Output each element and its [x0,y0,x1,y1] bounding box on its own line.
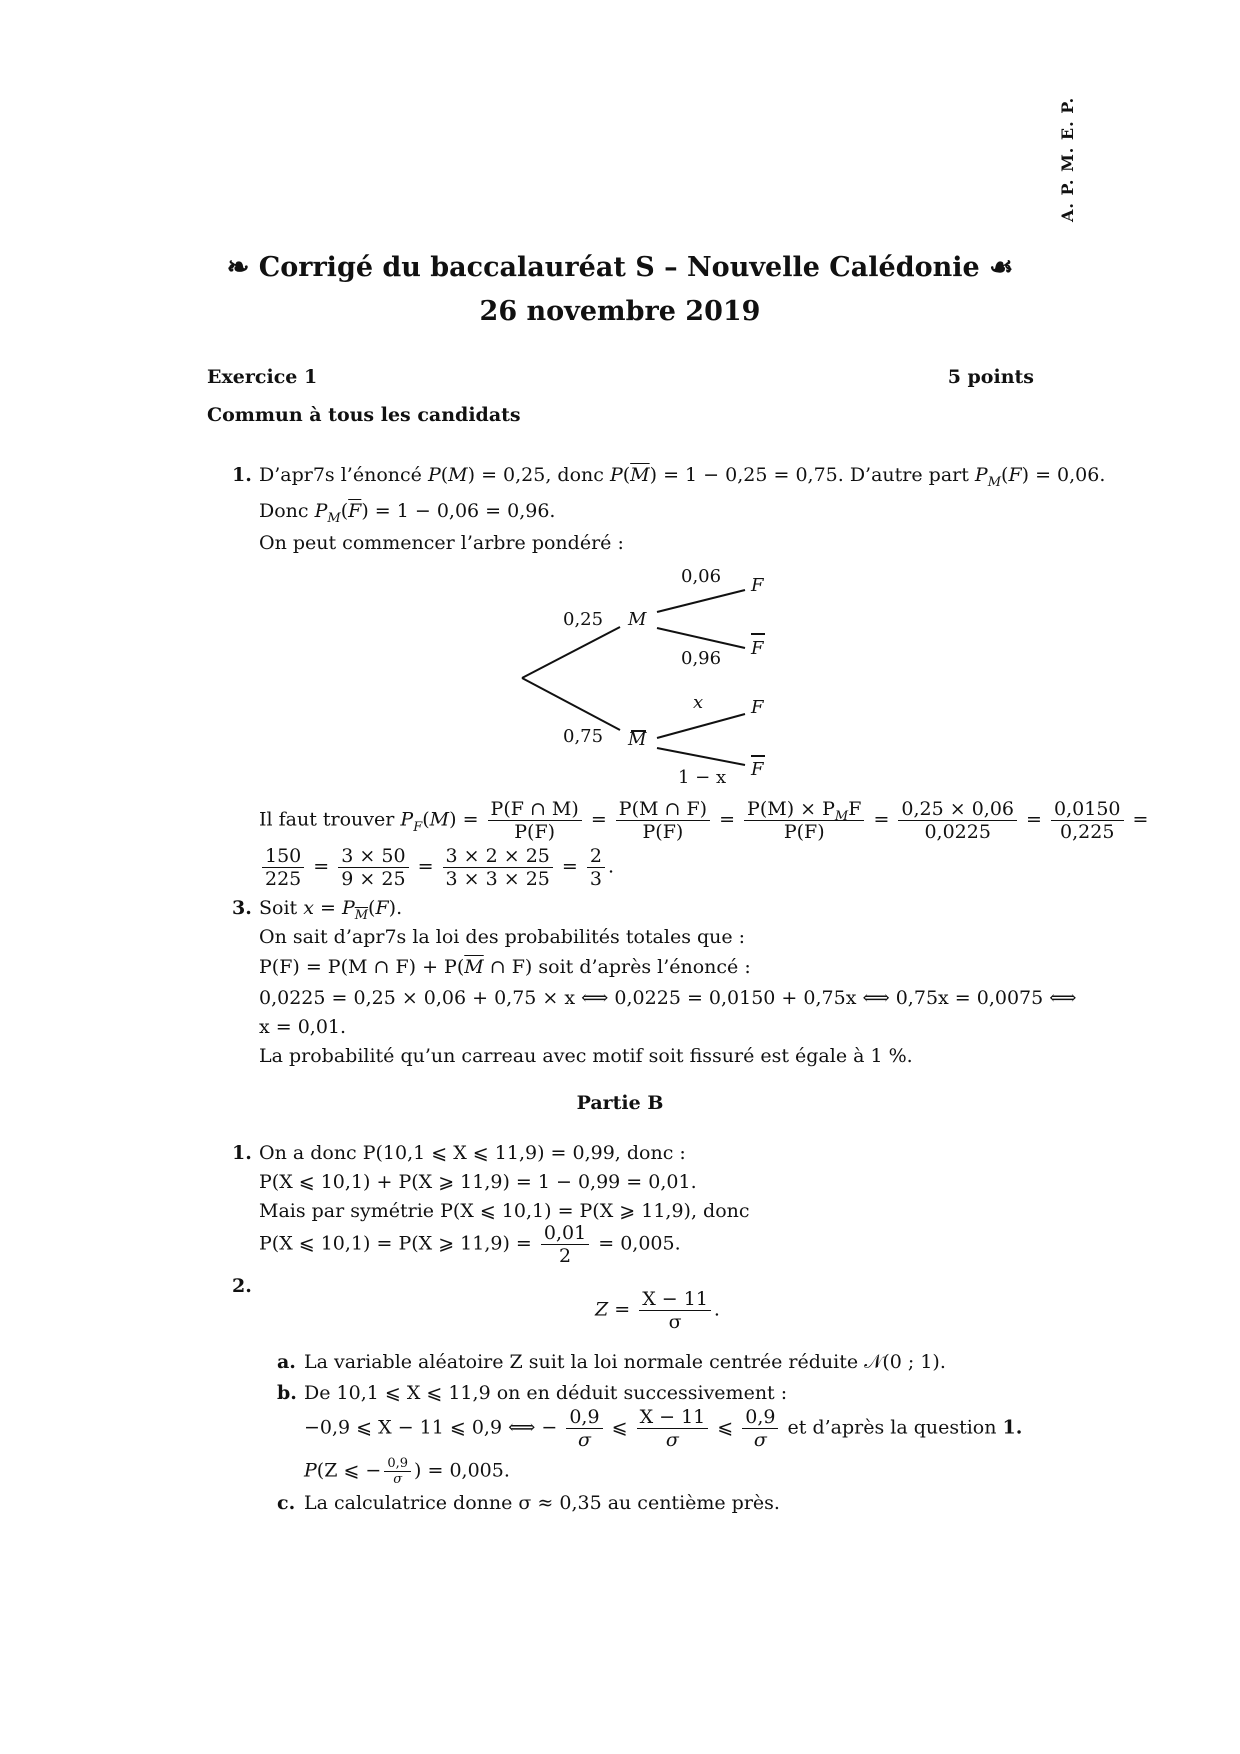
q3-line2: On sait d’apr7s la loi des probabilités totales que : [259,926,746,948]
q3-line3: P(F) = P(M ∩ $F) + P(\overline{M}$ ∩ F) soit d’après l’énoncé : [259,956,751,978]
q3-line5: x = 0,01. [259,1016,347,1038]
vertical-label: A. P. M. E. P. [1058,96,1077,222]
tree-label-p-MbarFbar: 1 − x [678,767,727,788]
fraction: $\frac{P(M \cap F)}{P(F)}$ [616,798,710,843]
fraction: $\frac{0,9}{\sigma}$ [742,1406,778,1451]
exercise-points: 5 points [947,366,1034,388]
fraction: $\frac{P(M) \times P_MF}{P(F)}$ [744,798,864,843]
fraction: $\frac{150}{225}$ [262,845,304,890]
ornament-left-icon: ❧ [226,252,250,283]
tree-branch-Mbar-F [657,714,745,738]
z-definition: Z = $\frac{X - 11}{\sigma}$ . [595,1288,720,1333]
tree-label-p-MFbar: 0,96 [681,648,722,669]
item-b-line1: De 10,1 ⩽ X ⩽ 11,9 on en déduit successivement : [304,1382,788,1404]
item-b-line2: −0,9 ⩽ X − 11 ⩽ 0,9 ⟺ − $\frac{0,9}{\sigma}$ ⩽ $\frac{X - 11}{\sigma}$ ⩽ $\frac{0,9}{\sigma}$ et d’après la question 1. [304,1406,1023,1451]
calc-line2: $\frac{150}{225}$ = $\frac{3 \times 50}{9 \times 25}$ = $\frac{3 \times 2 \times 25}{3 \times 3 \times 25}$ = $\frac{2}{3}$ . [259,845,614,890]
q1-line1: D’apr7s l’énoncé P(M) = 0,25, donc $P(\overline{M}) = 1 - 0,25 = 0,75$. D’autre part $P_M(F) = 0,06$. [259,464,1106,490]
partB-q1-number: 1. [232,1142,252,1164]
tree-label-p-MF: 0,06 [681,566,722,587]
item-a-text: La variable aléatoire Z suit la loi normale centrée réduite 𝒩(0 ; 1). [304,1351,946,1373]
partB-q1-line4: P(X ⩽ 10,1) = P(X ⩾ 11,9) = $\frac{0,01}{2}$ = 0,005. [259,1222,681,1267]
fraction: $\frac{0,9}{\sigma}$ [566,1406,602,1451]
tree-node-F1: F [751,575,764,596]
item-c-label: c. [277,1492,296,1514]
exercise-name: Exercice 1 [207,366,318,388]
tree-branch-M [522,627,620,678]
fraction: $\frac{0,9}{\sigma}$ [384,1456,411,1487]
partB-q1-line2: P(X ⩽ 10,1) + P(X ⩾ 11,9) = 1 − 0,99 = 0,01. [259,1171,697,1193]
fraction: $\frac{0,25 \times 0,06}{0,0225}$ [898,798,1017,843]
q1-line2: Donc $P_M(\overline{F}) = 1 - 0,06 = 0,96$. [259,500,556,526]
fraction: $\frac{0,01}{2}$ [541,1222,589,1267]
item-b-line3: P(Z ⩽ − $\frac{0,9}{\sigma}$ ) = 0,005. [304,1456,510,1487]
probability-tree [0,0,1240,800]
item-b-label: b. [277,1382,297,1404]
q3-line6: La probabilité qu’un carreau avec motif soit fissuré est égale à 1 %. [259,1045,913,1067]
tree-label-p-MbarF: x [693,692,704,713]
item-a-label: a. [277,1351,296,1373]
fraction: $\frac{3 \times 50}{9 \times 25}$ [338,845,408,890]
calc-line1: Il faut trouver $P_F(M)$ = $\frac{P(F \cap M)}{P(F)}$ = $\frac{P(M \cap F)}{P(F)}$ = $\frac{P(M) \times P_MF}{P(F)}$ = $\frac{0,25 \times 0,06}{0,0225}$ = $\frac{0,0150}{0,225}$ = [259,798,1149,843]
tree-node-Fbar2: F [751,759,764,780]
q1-number: 1. [232,464,252,486]
tree-branch-Mbar [522,678,620,730]
partB-q1-line3: Mais par symétrie P(X ⩽ 10,1) = P(X ⩾ 11,9), donc [259,1200,750,1222]
ornament-right-icon: ☙ [989,252,1014,283]
tree-node-M: M [628,609,647,630]
partB-q1-line1: On a donc P(10,1 ⩽ X ⩽ 11,9) = 0,99, donc : [259,1142,686,1164]
tree-label-p-Mbar: 0,75 [563,726,604,747]
partB-q2-number: 2. [232,1275,252,1297]
q1-line3: On peut commencer l’arbre pondéré : [259,532,624,554]
q3-line1: Soit $x = P_{\overline{M}}(F)$. [259,897,403,923]
tree-node-Fbar1: F [751,638,764,659]
tree-branch-M-F [657,590,745,612]
q3-number: 3. [232,897,252,919]
tree-label-p-M: 0,25 [563,609,604,630]
item-c-text: La calculatrice donne σ ≈ 0,35 au centième près. [304,1492,780,1514]
tree-branch-Mbar-Fbar [657,748,745,765]
page-title: ❧ Corrigé du baccalauréat S – Nouvelle Calédonie ☙ [226,252,1014,283]
partB-heading: Partie B [576,1092,664,1114]
fraction: $\frac{0,0150}{0,225}$ [1051,798,1123,843]
tree-branch-M-Fbar [657,628,745,648]
fraction: $\frac{2}{3}$ [587,845,605,890]
fraction: $\frac{X - 11}{\sigma}$ [637,1406,709,1451]
fraction: $\frac{X - 11}{\sigma}$ [639,1288,711,1333]
fraction: $\frac{P(F \cap M)}{P(F)}$ [488,798,582,843]
exercise-audience: Commun à tous les candidats [207,404,521,426]
fraction: $\frac{3 \times 2 \times 25}{3 \times 3 \times 25}$ [443,845,553,890]
page-date: 26 novembre 2019 [479,296,761,327]
q3-line4: 0,0225 = 0,25 × 0,06 + 0,75 × x ⟺ 0,0225 = 0,0150 + 0,75x ⟺ 0,75x = 0,0075 ⟺ [259,987,1077,1009]
tree-node-Mbar: M [628,729,647,750]
tree-node-F2: F [751,697,764,718]
